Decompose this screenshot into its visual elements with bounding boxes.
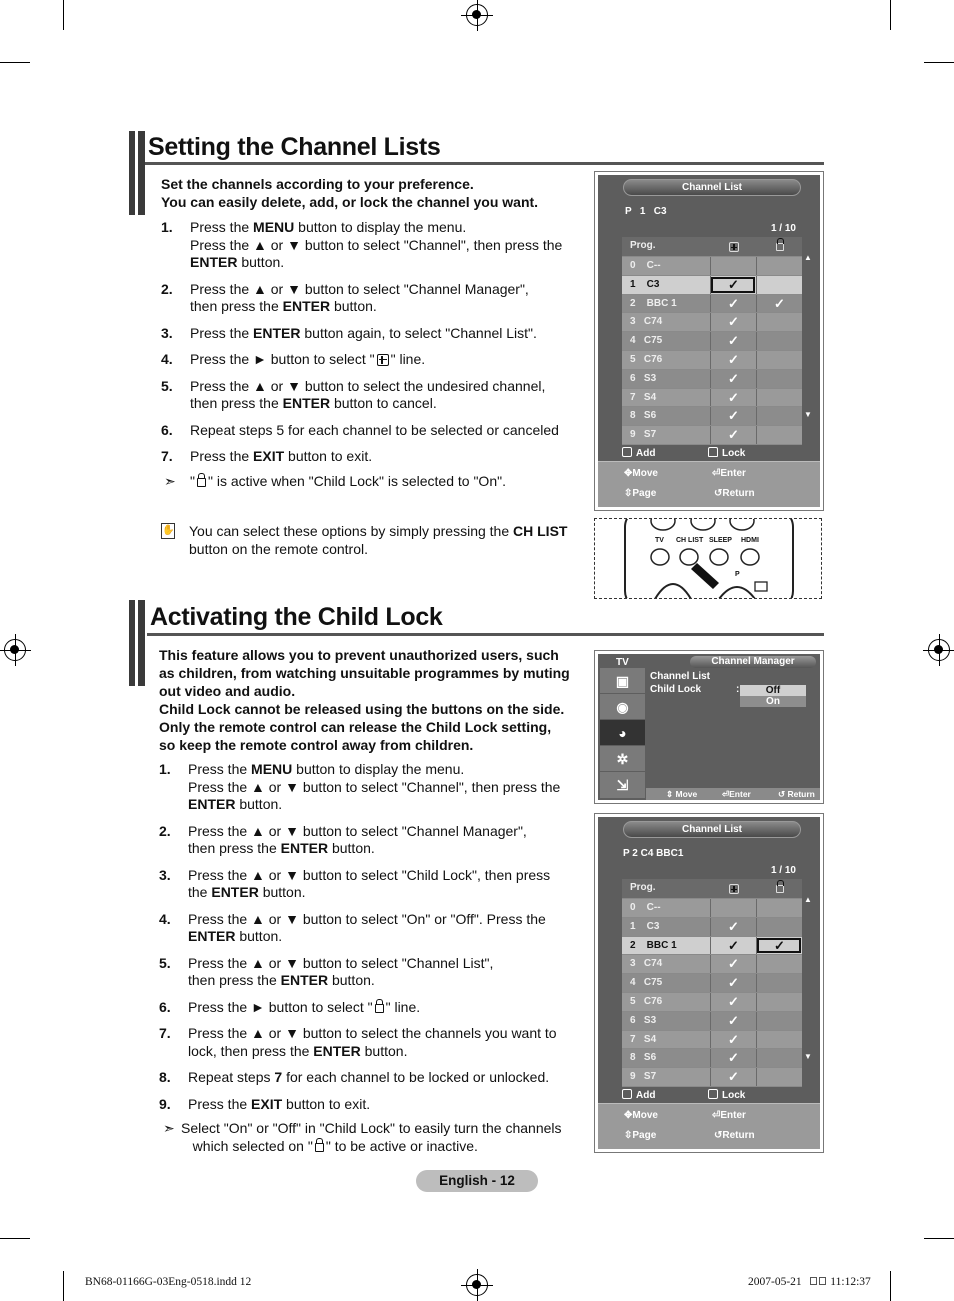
note-arrow-icon: ➣ [163,1120,175,1136]
step-number: 6. [161,421,173,438]
lock-icon [756,237,802,256]
osd-footer [646,788,820,800]
lock-label: Lock [722,1090,746,1101]
row-lock [756,1012,802,1030]
note [163,1120,588,1155]
intro-line: This feature allows you to prevent unauthorized users, such [159,647,559,663]
enter-hint: ⏎Enter [722,789,751,799]
row-label: 1 C3 [622,918,710,936]
registration-mark-icon [466,4,488,26]
osd-panel [598,175,820,507]
row-label: 8 S6 [622,407,710,425]
page-label: Page [632,488,657,499]
note-text: " " is active when "Child Lock" is selected to "On". [190,473,506,489]
table-row[interactable] [622,974,802,993]
note-arrow-icon: ➣ [164,473,176,489]
lock-icon [756,879,802,898]
row-add: ✓ [710,389,756,407]
crop-mark [890,0,891,30]
row-add: ✓ [710,332,756,350]
row-add: ✓ [710,351,756,369]
enter-label: Enter [720,468,746,479]
step-text: Press the MENU button to display the menu. Press the ▲ or ▼ button to select "Channel", then press the ENTER button. [188,761,561,812]
step [159,823,584,858]
step-text: Press the ► button to select " " line. [188,998,421,1015]
return-hint: ↺ Return [714,1130,755,1141]
row-label: 0 C-- [622,257,710,275]
p-label: P [735,571,740,578]
section-intro [161,175,538,211]
table-header [622,879,802,899]
intro-line: out video and audio. [159,683,296,699]
row-add: ✓ [710,276,756,294]
step-text: Press the ▲ or ▼ button to select "Channel List", then press the ENTER button. [188,954,494,988]
table-row[interactable] [622,426,802,445]
row-add: ✓ [710,1031,756,1049]
row-lock [756,332,802,350]
file-name: BN68-01166G-03Eng-0518.indd 12 [85,1276,252,1288]
row-add [710,899,756,917]
menu-item-channel-list[interactable]: Channel List [650,671,711,682]
step [161,351,586,369]
row-add: ✓ [710,370,756,388]
osd-footer [598,461,820,507]
add-label: Add [636,1090,656,1101]
step-number: 7. [159,1025,171,1041]
channel-list-osd [594,813,824,1153]
picture-icon[interactable]: ▣ [600,668,645,694]
row-lock [756,1031,802,1049]
remote-control-drawing [595,519,822,599]
osd-title: Channel Manager [690,656,816,668]
row-label: 5 C76 [622,351,710,369]
table-row[interactable] [622,993,802,1012]
row-lock [756,351,802,369]
row-label: 9 S7 [622,426,710,444]
row-label: 6 S3 [622,1012,710,1030]
osd-page-count: 1 / 10 [770,223,796,234]
sound-icon[interactable]: ◉ [600,694,645,720]
row-add: ✓ [710,426,756,444]
crop-mark [924,1238,954,1239]
menu-icon-column [600,668,645,798]
row-add [710,257,756,275]
osd-title: Channel List [623,179,801,196]
step [161,281,586,316]
header-prog: Prog. [622,237,710,256]
row-label: 3 C74 [622,313,710,331]
step-number: 5. [159,954,171,971]
lock-legend [708,447,745,459]
table-row[interactable] [622,1049,802,1068]
row-label: 7 S4 [622,389,710,407]
sleep-label: SLEEP [709,537,732,544]
step-text: Press the ► button to select " " line. [190,351,426,367]
move-hint: ✥ Move [624,468,658,479]
move-label: Move [632,1110,658,1121]
step-number: 2. [161,280,173,297]
chlist-label: CH LIST [676,537,704,544]
step-number: 3. [159,866,171,883]
crop-mark [63,0,64,30]
table-row[interactable] [622,332,802,351]
row-add: ✓ [710,955,756,973]
enter-label: Enter [729,789,751,799]
table-header [622,237,802,257]
channel-icon[interactable]: ◕ [600,720,645,746]
row-add: ✓ [710,313,756,331]
intro-line: so keep the remote control away from children. [159,737,474,753]
steps-list [161,219,586,475]
step [159,1069,584,1087]
row-lock [756,1068,802,1086]
step-text: Press the ▲ or ▼ button to select the channels you want to lock, then press the ENTER button. [188,1025,557,1059]
step [159,761,584,814]
header-prog: Prog. [622,879,710,898]
osd-title: Channel List [623,821,801,838]
row-lock [756,370,802,388]
add-icon [377,354,389,366]
osd-panel [598,654,820,800]
tv-label: TV [616,657,629,668]
intro-line: Only the remote control can release the Child Lock setting, [159,719,552,735]
step [159,1025,584,1060]
lock-icon [708,447,718,457]
move-hint: ⇕ Move [666,789,698,799]
scrollbar[interactable] [804,895,812,1061]
intro-line: Child Lock cannot be released using the buttons on the side. [159,701,565,717]
osd-channel-table [622,237,802,445]
section-title: Activating the Child Lock [150,603,443,631]
step-number: 4. [159,910,171,927]
row-lock [756,407,802,425]
registration-mark-icon [4,639,26,661]
step-text: Press the MENU button to display the menu. Press the ▲ or ▼ button to select "Channel", then press the ENTER button. [190,219,563,270]
step-number: 1. [161,219,173,235]
steps-list [159,761,584,1122]
table-row-selected[interactable] [622,276,802,295]
page-hint: ⇳ Page [624,1130,657,1141]
registration-mark-icon [466,1274,488,1296]
table-row[interactable] [622,370,802,389]
table-row[interactable] [622,407,802,426]
note-text: Select "On" or "Off" in "Child Lock" to easily turn the channels which selected on " " to be active or inactive. [181,1120,562,1154]
add-icon [710,237,756,256]
section-intro [159,646,570,754]
step [161,219,586,272]
step-text: Press the ▲ or ▼ button to select the undesired channel, then press the ENTER button to cancel. [190,377,546,411]
option-on[interactable]: On [740,696,806,707]
crop-mark [924,62,954,63]
lock-icon [315,1143,324,1152]
table-row[interactable] [622,351,802,370]
row-add: ✓ [710,937,756,955]
table-row[interactable] [622,1031,802,1050]
time-text: 11:12:37 [830,1276,871,1288]
step-number: 5. [161,377,173,394]
row-label: 3 C74 [622,955,710,973]
return-label: Return [722,1130,755,1141]
colon: : [736,684,740,695]
row-label: 2 BBC 1 [622,937,710,955]
row-lock [756,974,802,992]
step-text: Repeat steps 7 for each channel to be locked or unlocked. [188,1069,550,1085]
table-row[interactable] [622,955,802,974]
move-hint: ✥ Move [624,1110,658,1121]
row-add: ✓ [710,407,756,425]
section-bar [129,131,145,215]
step-text: Press the EXIT button to exit. [188,1095,371,1112]
enter-hint: ⏎ Enter [712,1110,746,1121]
section-title: Setting the Channel Lists [148,133,441,161]
step-text: Press the EXIT button to exit. [190,448,373,464]
row-lock [756,899,802,917]
table-row[interactable] [622,257,802,276]
section-rule [145,162,824,165]
row-lock [756,918,802,936]
step [159,999,584,1017]
row-lock: ✓ [756,295,802,313]
step-number: 1. [159,761,171,777]
row-lock [756,313,802,331]
return-label: Return [722,488,755,499]
row-label: 1 C3 [622,276,710,294]
row-label: 4 C75 [622,332,710,350]
step [159,1096,584,1114]
row-add: ✓ [710,1012,756,1030]
row-add: ✓ [710,1068,756,1086]
scroll-down-icon[interactable]: ▼ [804,410,812,419]
row-add: ✓ [710,1049,756,1067]
scroll-down-icon[interactable]: ▼ [804,1052,812,1061]
step-number: 4. [161,351,173,367]
lock-label: Lock [722,448,746,459]
row-lock [756,1049,802,1067]
step-number: 9. [159,1095,171,1112]
option-off[interactable]: Off [740,685,806,696]
setup-icon[interactable]: ✲ [600,746,645,772]
row-label: 7 S4 [622,1031,710,1049]
step-number: 6. [159,998,171,1015]
section-rule [147,633,824,636]
step [159,955,584,990]
step-number: 8. [159,1069,171,1085]
crop-mark [0,1238,30,1239]
lock-icon [197,478,206,487]
osd-footer [598,1103,820,1149]
crop-mark [63,1271,64,1301]
crop-mark [890,1271,891,1301]
add-legend [622,1089,655,1101]
channel-list-osd [594,171,824,511]
table-row[interactable] [622,899,802,918]
row-label: 0 C-- [622,899,710,917]
row-label: 9 S7 [622,1068,710,1086]
step-text: Press the ENTER button again, to select "Channel List". [190,324,537,341]
table-row[interactable] [622,389,802,408]
tip-text: You can select these options by simply pressing the CH LIST button on the remote control. [189,523,568,557]
step-number: 2. [159,822,171,839]
add-icon [710,879,756,898]
step [159,867,584,902]
input-icon[interactable]: ⇲ [616,777,629,793]
remote-control-image [594,518,822,599]
row-lock [756,389,802,407]
step [161,448,586,466]
step-text: Press the ▲ or ▼ button to select "Child Lock", then press the ENTER button. [188,866,551,900]
table-row[interactable] [622,918,802,937]
add-label: Add [636,448,656,459]
osd-channel-table [622,879,802,1087]
step-text: Press the ▲ or ▼ button to select "Channel Manager", then press the ENTER button. [188,822,527,856]
lock-icon [375,1004,384,1013]
row-add: ✓ [710,993,756,1011]
table-row-selected[interactable] [622,937,802,956]
row-add: ✓ [710,974,756,992]
table-row[interactable] [622,295,802,314]
row-label: 5 C76 [622,993,710,1011]
section-bar [129,600,145,686]
step-text: Repeat steps 5 for each channel to be selected or canceled [190,421,559,438]
return-hint: ↺ Return [714,488,755,499]
table-row[interactable] [622,1012,802,1031]
row-lock [756,955,802,973]
tv-label: TV [655,537,664,544]
move-label: Move [675,789,698,799]
add-icon [622,1089,632,1099]
channel-manager-osd [594,650,824,804]
lock-icon [708,1089,718,1099]
remote-tip-icon: ✋ [161,523,175,539]
table-row[interactable] [622,1068,802,1087]
intro-line: You can easily delete, add, or lock the channel you want. [161,194,539,210]
print-date [748,1276,871,1288]
row-add: ✓ [710,295,756,313]
registration-mark-icon [928,639,950,661]
hdmi-label: HDMI [741,537,759,544]
tip [161,523,586,558]
menu-item-child-lock[interactable]: Child Lock [650,684,702,695]
row-label: 4 C75 [622,974,710,992]
row-lock [756,276,802,294]
lock-legend [708,1089,745,1101]
osd-panel [598,817,820,1149]
page-hint: ⇳ Page [624,488,657,499]
row-label: 8 S6 [622,1049,710,1067]
table-row[interactable] [622,313,802,332]
step [161,325,586,343]
add-legend [622,447,655,459]
row-lock: ✓ [756,937,802,955]
step [159,911,584,946]
step [161,422,586,440]
scrollbar[interactable] [804,253,812,419]
enter-label: Enter [720,1110,746,1121]
date-text: 2007-05-21 [748,1276,811,1288]
return-hint: ↺ Return [778,789,815,799]
step-number: 3. [161,324,173,341]
row-lock [756,257,802,275]
step-text: Press the ▲ or ▼ button to select "Channel Manager", then press the ENTER button. [190,280,529,314]
osd-prog-line: P 2 C4 BBC1 [623,848,684,859]
enter-hint: ⏎ Enter [712,468,746,479]
row-lock [756,426,802,444]
crop-mark [0,62,30,63]
add-icon [622,447,632,457]
row-add: ✓ [710,918,756,936]
step-text: Press the ▲ or ▼ button to select "On" or "Off". Press the ENTER button. [188,910,546,944]
intro-line: as children, from watching unsuitable programmes by muting [159,665,570,681]
return-label: Return [787,789,815,799]
step [161,378,586,413]
intro-line: Set the channels according to your preference. [161,176,474,192]
osd-page-count: 1 / 10 [770,865,796,876]
page-label: Page [632,1130,657,1141]
note [164,473,584,491]
row-lock [756,993,802,1011]
step-number: 7. [161,448,173,464]
row-label: 6 S3 [622,370,710,388]
row-label: 2 BBC 1 [622,295,710,313]
page-number-badge: English - 12 [416,1170,538,1192]
scroll-up-icon[interactable]: ▲ [804,253,812,262]
move-label: Move [632,468,658,479]
scroll-up-icon[interactable]: ▲ [804,895,812,904]
osd-prog-line: P 1 C3 [625,206,667,217]
